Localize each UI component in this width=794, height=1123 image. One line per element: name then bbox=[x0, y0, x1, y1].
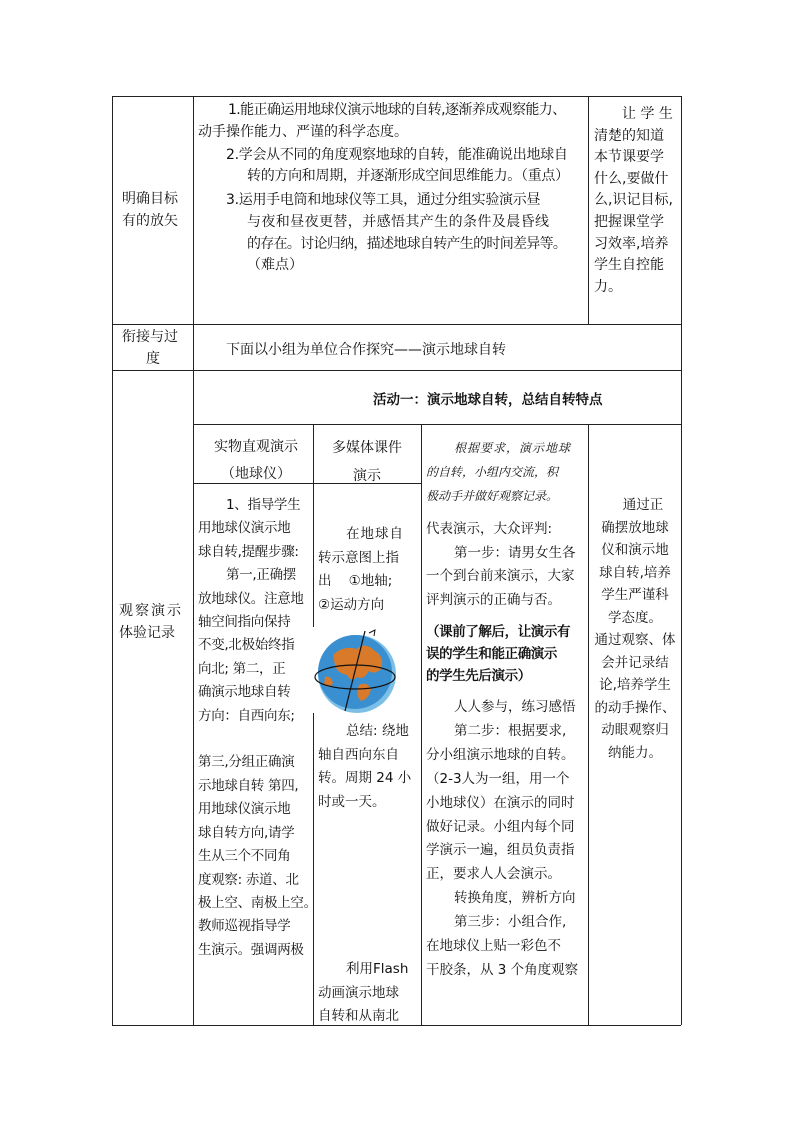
media-task: 在地球自 转示意图上指 出 ①地轴; ②运动方向 bbox=[318, 526, 404, 613]
observe-intent: 通过正 确摆放地球 仪和演示地 球自转,培养 学生严谨科 学态度。 通过观察、体 会并记录结 论,培养学生 的动手操作、 动眼观察归 纳能力。 bbox=[594, 497, 676, 761]
media-flash: 利用Flash 动画演示地球 自转和从南北 bbox=[318, 961, 409, 1024]
col-divider bbox=[588, 96, 589, 324]
row-label-goals: 明确目标 有的放矢 bbox=[122, 191, 178, 229]
col-divider bbox=[421, 424, 422, 1025]
row-label-observe: 观察演示 体验记录 bbox=[119, 603, 183, 641]
globe-image bbox=[313, 627, 397, 713]
globe-demo-steps: 1、指导学生 用地球仪演示地 球自转,提醒步骤: 第一,正确摆 放地球仪。注意地 轴空间指向保持 不变,北极始终指 向北; 第二，正 确演示地球自转 方向：自西向东; 第三,分组正确演 示地球自转 第四, 用地球仪演示地 球自转方向,请学 生从三个不同角 度观察: 赤道、北 极上空、南极上空。 教师巡视指导学 生演示。强调两极 bbox=[198, 497, 317, 958]
activity-title: 活动一：演示地球自转，总结自转特点 bbox=[373, 392, 603, 408]
col-header-media: 多媒体课件 演示 bbox=[332, 440, 402, 484]
col-divider bbox=[193, 96, 194, 1025]
transition-content: 下面以小组为单位合作探究——演示地球自转 bbox=[226, 342, 506, 358]
student-step-note: （课前了解后，让演示有 误的学生和能正确演示 的学生先后演示） bbox=[426, 624, 571, 684]
col-header-globe: 实物直观演示 （地球仪） bbox=[214, 439, 298, 482]
student-step-one: 代表演示，大众评判: 第一步：请男女生各 一个到台前来演示，大家 评判演示的正确与否。 bbox=[426, 521, 576, 608]
table-border-right bbox=[681, 96, 682, 1025]
col-divider bbox=[588, 424, 589, 1025]
row-label-transition: 衔接与过 度 bbox=[122, 329, 178, 367]
activity-divider bbox=[193, 424, 681, 425]
globe-icon bbox=[313, 627, 397, 713]
media-summary: 总结: 绕地 轴自西向东自 转。周期 24 小 时或一天。 bbox=[318, 723, 412, 810]
goals-intent: 让 学 生 清楚的知道 本节课要学 什么,要做什 么,识记目标, 把握课堂学 习效率,培养 学生自控能 力。 bbox=[594, 106, 673, 295]
row-divider bbox=[112, 370, 681, 371]
student-steps-rest: 人人参与，练习感悟 第二步：根据要求, 分小组演示地球的自转。 （2-3人为一组，用一个 小地球仪）在演示的同时 做好记录。小组内每个同 学演示一遍，组员负责指 正，要求人人会演示。 转换角度，辨析方向 第三步：小组合作, 在地球仪上贴一彩色不 干胶条，从 3 个角度观察 bbox=[426, 699, 579, 978]
row-divider bbox=[112, 324, 681, 325]
table-border-left bbox=[112, 96, 113, 1025]
table-border-top bbox=[112, 96, 681, 97]
student-task-handwritten: 根据要求，演示地球 的自转，小组内交流，积 极动手并做好观察记录。 bbox=[426, 441, 572, 503]
